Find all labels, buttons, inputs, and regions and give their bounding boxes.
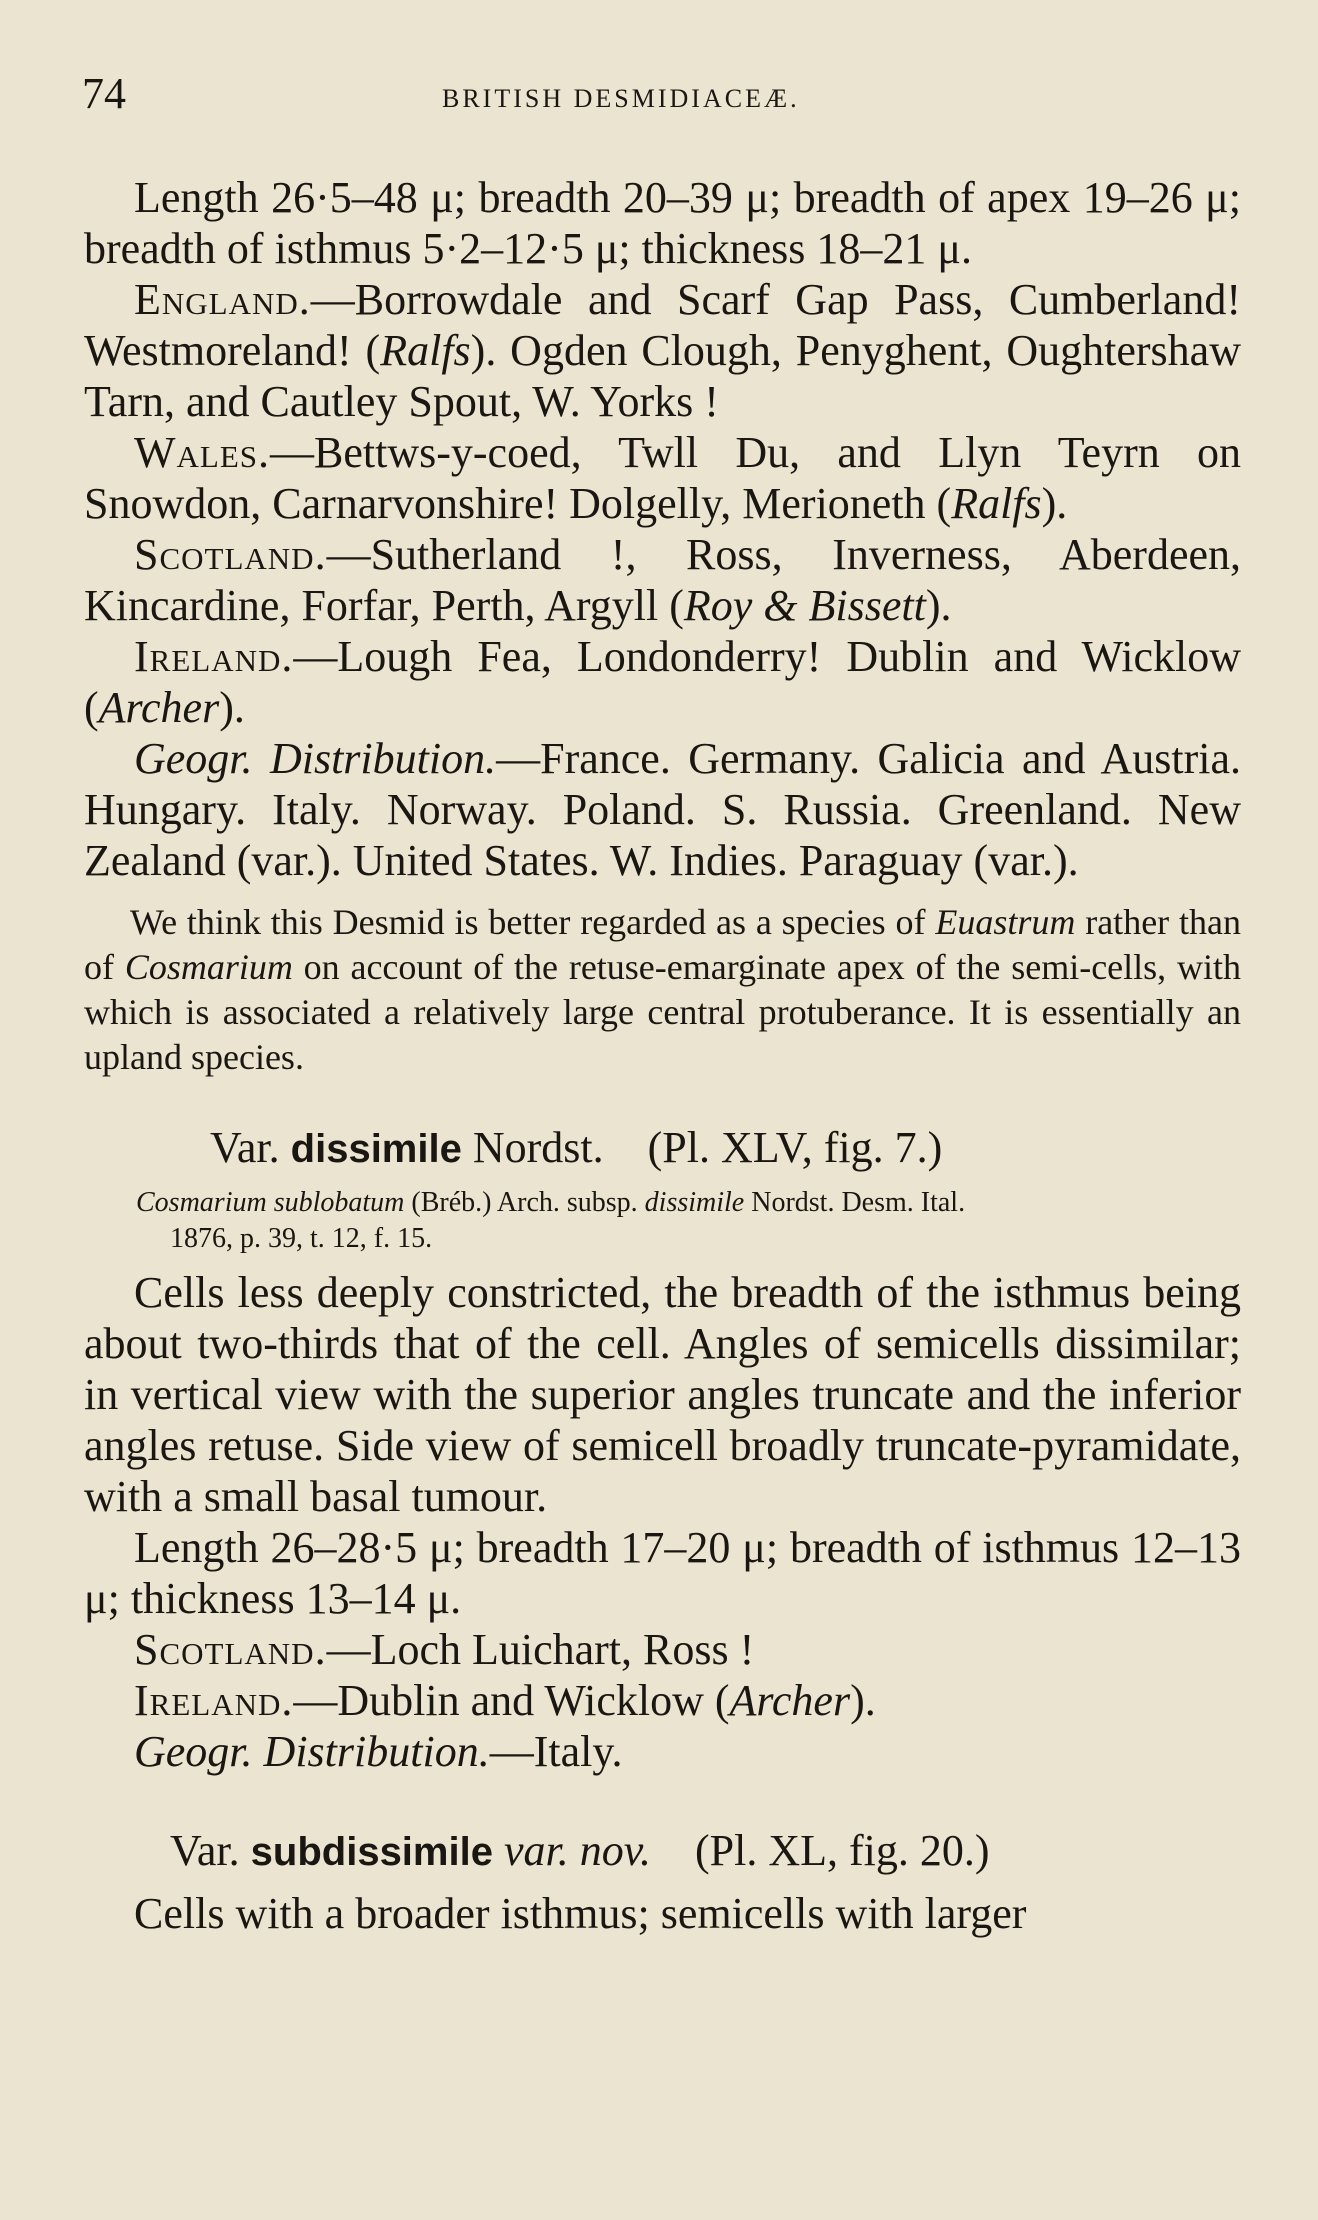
var-name: dissimile	[290, 1127, 462, 1171]
variety-subdissimile-description: Cells with a broader isthmus; semicells with larger	[134, 1889, 1027, 1938]
var2-prefix: Var.	[170, 1826, 251, 1875]
synonym-text-1: (Bréb.) Arch. subsp.	[404, 1187, 645, 1218]
synonym-citation	[84, 1185, 1241, 1257]
ireland-authority: Archer	[98, 683, 220, 732]
var2-name: subdissimile	[250, 1830, 493, 1874]
variety-scotland-locality	[84, 1624, 1241, 1675]
page-header	[82, 68, 1252, 128]
var-scotland-label: Scotland.	[134, 1625, 327, 1674]
note-text-1: We think this Desmid is better regarded as a species of	[130, 902, 936, 942]
var-ireland-text: —Dublin and Wicklow (	[293, 1676, 730, 1725]
wales-authority: Ralfs	[951, 479, 1042, 528]
england-label: England.	[134, 275, 311, 324]
geogr-label: Geogr. Distribution.	[134, 734, 497, 783]
scotland-label: Scotland.	[134, 530, 327, 579]
ireland-locality-paragraph	[84, 631, 1241, 733]
scotland-text: —Sutherland !, Ross, Inverness, Aberdeen, Kincardine, Forfar, Perth, Argyll (	[84, 530, 1241, 630]
england-text: —Borrowdale and Scarf Gap Pass, Cumberland! Westmoreland! (	[84, 275, 1241, 375]
variety-measurements: Length 26–28·5 μ; breadth 17–20 μ; breadth of isthmus 12–13 μ; thickness 13–14 μ.	[84, 1523, 1241, 1623]
var-scotland-text: —Loch Luichart, Ross !	[326, 1625, 755, 1674]
variety-geographic-distribution	[84, 1726, 1241, 1777]
note-text-2: rather than of	[84, 902, 1241, 987]
geogr-text: —France. Germany. Galicia and Austria. Hungary. Italy. Norway. Poland. S. Russia. Greenland. New Zealand (var.). United States. W. Indies. Paraguay (var.).	[84, 734, 1241, 885]
page-body	[84, 172, 1241, 1939]
ireland-label: Ireland.	[134, 632, 294, 681]
var-geogr-label: Geogr. Distribution.	[134, 1727, 490, 1776]
england-text-end: ). Ogden Clough, Penyghent, Oughtershaw Tarn, and Cautley Spout, W. Yorks !	[84, 326, 1241, 426]
var-geogr-text: —Italy.	[489, 1727, 623, 1776]
variety-dissimile-heading	[84, 1122, 1241, 1175]
var2-author: var. nov.	[503, 1826, 652, 1875]
var-plate-reference: (Pl. XLV, fig. 7.)	[647, 1123, 943, 1172]
note-genus-euastrum: Euastrum	[935, 902, 1076, 942]
scotland-text-end: ).	[925, 581, 952, 630]
wales-text-end: ).	[1041, 479, 1068, 528]
note-genus-cosmarium: Cosmarium	[124, 947, 293, 987]
england-locality-paragraph	[84, 274, 1241, 427]
scotland-locality-paragraph	[84, 529, 1241, 631]
synonym-text-3: 1876, p. 39, t. 12, f. 15.	[170, 1223, 433, 1254]
wales-label: Wales.	[134, 428, 271, 477]
var-ireland-end: ).	[850, 1676, 876, 1725]
england-authority: Ralfs	[380, 326, 471, 375]
ireland-text-end: ).	[219, 683, 245, 732]
variety-ireland-locality	[84, 1675, 1241, 1726]
var2-plate-reference: (Pl. XL, fig. 20.)	[695, 1826, 990, 1875]
synonym-subspecies: dissimile	[644, 1187, 745, 1218]
synonym-text-2: Nordst. Desm. Ital.	[744, 1187, 966, 1218]
var-ireland-authority: Archer	[729, 1676, 851, 1725]
variety-description: Cells less deeply constricted, the breadth of the isthmus being about two-thirds that of the cell. Angles of semicells dissimilar; in vertical view with the superior angles truncate and the inferior angles retuse. Side view of semicell broadly truncate-pyramidate, with a small basal tumour.	[84, 1268, 1241, 1521]
measurements-paragraph: Length 26·5–48 μ; breadth 20–39 μ; breadth of apex 19–26 μ; breadth of isthmus 5·2–12·5 μ; thickness 18–21 μ.	[84, 173, 1241, 273]
var-author: Nordst.	[461, 1123, 604, 1172]
scotland-authority: Roy & Bissett	[683, 581, 926, 630]
note-text-3: on account of the retuse-emarginate apex of the semi-cells, with which is associated a relatively large central protuberance. It is essentially an upland species.	[84, 947, 1241, 1077]
var-ireland-label: Ireland.	[134, 1676, 294, 1725]
ireland-text: —Lough Fea, Londonderry! Dublin and Wicklow (	[84, 632, 1241, 732]
wales-locality-paragraph	[84, 427, 1241, 529]
geographic-distribution-paragraph	[84, 733, 1241, 886]
wales-text: —Bettws-y-coed, Twll Du, and Llyn Teyrn on Snowdon, Carnarvonshire! Dolgelly, Merioneth (	[84, 428, 1241, 528]
remark-note	[84, 900, 1241, 1080]
synonym-name: Cosmarium sublobatum	[136, 1187, 405, 1218]
var-prefix: Var.	[210, 1123, 291, 1172]
variety-subdissimile-heading	[84, 1825, 1241, 1878]
running-title: BRITISH DESMIDIACEÆ.	[442, 84, 800, 113]
page-number: 74	[82, 69, 126, 118]
